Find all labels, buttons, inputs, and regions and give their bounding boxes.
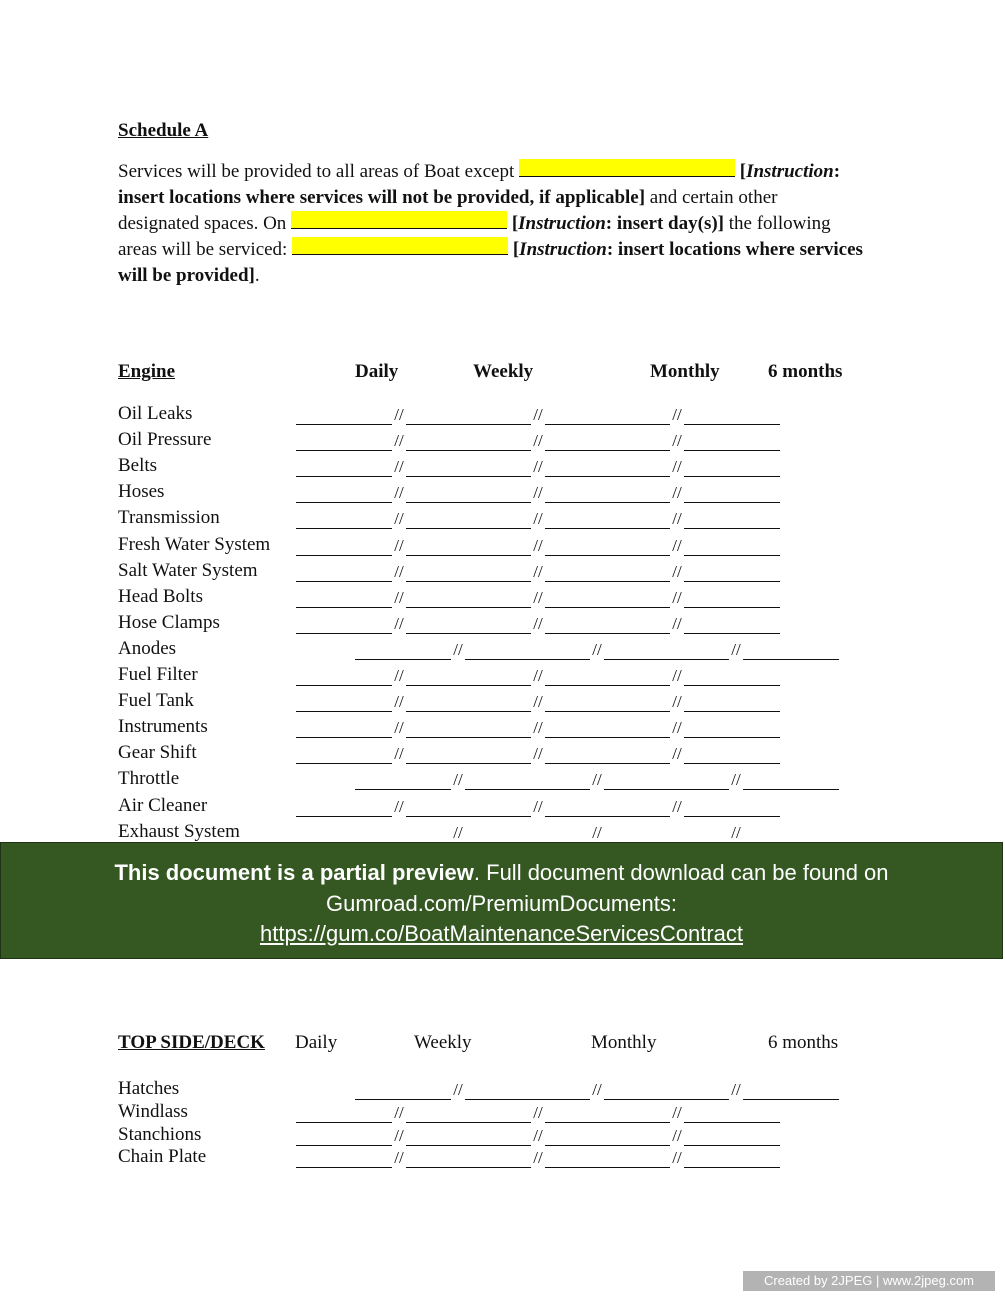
checklist-row-blanks (296, 536, 780, 556)
instruction-text: : insert locations where services (606, 239, 863, 260)
separator: // (394, 1125, 404, 1145)
para-text: and certain other (645, 187, 778, 208)
blank-6months[interactable] (684, 538, 780, 556)
checklist-row-blanks (296, 588, 780, 608)
banner-text: . Full document download can be found on (473, 860, 889, 885)
checklist-item-label: Hatches (118, 1078, 180, 1099)
separator: // (672, 744, 682, 764)
separator: // (533, 718, 543, 738)
engine-heading: Engine (118, 361, 176, 382)
instruction-text: : insert day(s)] (605, 213, 724, 234)
separator: // (731, 770, 741, 790)
separator: // (533, 457, 543, 477)
blank-daily[interactable] (296, 746, 392, 764)
separator: // (394, 796, 404, 816)
checklist-item-label: Fuel Filter (118, 664, 198, 685)
blank-6months[interactable] (684, 799, 780, 817)
separator: // (592, 639, 602, 659)
blank-weekly[interactable] (406, 538, 531, 556)
separator: // (672, 1148, 682, 1168)
blank-daily[interactable] (296, 720, 392, 738)
checklist-row-blanks (296, 718, 780, 738)
blank-monthly[interactable] (604, 772, 729, 790)
blank-daily[interactable] (355, 642, 451, 660)
para-text: . (254, 265, 260, 286)
checklist-item-label: Stanchions (118, 1123, 202, 1145)
separator: // (394, 561, 404, 581)
schedule-title: Schedule A (118, 120, 209, 141)
checklist-row-blanks (296, 405, 780, 425)
checklist-item-label: Oil Leaks (118, 403, 193, 424)
blank-weekly[interactable] (406, 1105, 531, 1123)
checklist-item-label: Fresh Water System (118, 533, 271, 555)
blank-weekly[interactable] (406, 720, 531, 738)
para-text: areas will be serviced: (118, 239, 293, 260)
deck-col-daily: Daily (295, 1032, 338, 1053)
separator: // (394, 457, 404, 477)
checklist-item-label: Chain Plate (118, 1146, 207, 1168)
checklist-item-label: Throttle (118, 768, 180, 790)
blank-monthly[interactable] (604, 825, 729, 843)
checklist-item-label: Gear Shift (118, 742, 197, 764)
separator: // (533, 796, 543, 816)
blank-weekly[interactable] (406, 1150, 531, 1168)
blank-weekly[interactable] (465, 1082, 590, 1100)
separator: // (533, 431, 543, 451)
blank-6months[interactable] (684, 616, 780, 634)
separator: // (533, 613, 543, 633)
blank-6months[interactable] (684, 590, 780, 608)
checklist-item-label: Exhaust System (118, 820, 240, 842)
separator: // (394, 431, 404, 451)
instruction-label: Instruction (519, 239, 607, 260)
checklist-item-label: Salt Water System (118, 559, 258, 581)
blank-daily[interactable] (296, 1150, 392, 1168)
separator: // (672, 613, 682, 633)
separator: // (533, 509, 543, 529)
para-text: [ (734, 161, 747, 182)
blank-monthly[interactable] (545, 1105, 670, 1123)
checklist-item-label: Oil Pressure (118, 429, 212, 451)
separator: // (533, 1125, 543, 1145)
blank-weekly[interactable] (406, 459, 531, 477)
checklist-row-blanks (296, 1148, 780, 1168)
separator: // (394, 613, 404, 633)
banner-bold-text: This document is a partial preview (114, 860, 474, 885)
para-text: the following (724, 213, 831, 234)
blank-monthly[interactable] (545, 799, 670, 817)
separator: // (533, 1102, 543, 1122)
checklist-row-blanks (296, 457, 780, 477)
checklist-row-blanks (355, 640, 839, 660)
para-text: Services will be provided to all areas of Boat except (118, 161, 519, 182)
checklist-row-blanks (355, 770, 839, 790)
blank-monthly[interactable] (545, 720, 670, 738)
checklist-item-label: Head Bolts (118, 585, 203, 607)
blank-6months[interactable] (684, 433, 780, 451)
separator: // (533, 666, 543, 685)
separator: // (672, 431, 682, 451)
blank-daily[interactable] (296, 1105, 392, 1123)
blank-daily[interactable] (296, 511, 392, 529)
separator: // (394, 509, 404, 529)
checklist-row-blanks (296, 1126, 780, 1146)
separator: // (533, 405, 543, 424)
blank-daily[interactable] (296, 485, 392, 503)
separator: // (394, 587, 404, 607)
blank-weekly[interactable] (406, 746, 531, 764)
separator: // (592, 822, 602, 842)
separator: // (672, 692, 682, 712)
checklist-row-blanks (355, 1080, 839, 1100)
separator: // (672, 587, 682, 607)
separator: // (533, 483, 543, 503)
blank-monthly[interactable] (545, 1150, 670, 1168)
blank-6months[interactable] (684, 1105, 780, 1123)
checklist-item-label: Anodes (118, 637, 177, 659)
blank-monthly[interactable] (545, 407, 670, 425)
blank-6months[interactable] (684, 511, 780, 529)
separator: // (533, 587, 543, 607)
separator: // (533, 744, 543, 764)
banner-download-link[interactable]: https://gum.co/BoatMaintenanceServicesContract (259, 921, 744, 946)
service-locations-blank[interactable] (292, 237, 508, 255)
exception-locations-blank[interactable] (519, 159, 735, 177)
separator: // (672, 718, 682, 738)
checklist-item-label: Windlass (118, 1100, 188, 1122)
blank-6months[interactable] (684, 720, 780, 738)
instruction-text: will be provided] (118, 265, 255, 286)
separator: // (592, 1080, 602, 1099)
checklist-row-blanks (296, 562, 780, 582)
blank-daily[interactable] (296, 694, 392, 712)
blank-daily[interactable] (296, 799, 392, 817)
blank-weekly[interactable] (406, 485, 531, 503)
blank-weekly[interactable] (406, 799, 531, 817)
blank-6months[interactable] (684, 668, 780, 686)
blank-daily[interactable] (296, 538, 392, 556)
checklist-row-blanks (355, 823, 839, 843)
checklist-row-blanks (296, 797, 780, 817)
instruction-label: Instruction (518, 213, 606, 234)
blank-weekly[interactable] (465, 825, 590, 843)
preview-banner (0, 842, 1003, 959)
checklist-row-blanks (296, 509, 780, 529)
engine-col-monthly: Monthly (650, 361, 720, 382)
blank-monthly[interactable] (545, 459, 670, 477)
blank-6months[interactable] (684, 564, 780, 582)
blank-weekly[interactable] (406, 616, 531, 634)
blank-daily[interactable] (296, 564, 392, 582)
blank-monthly[interactable] (545, 1128, 670, 1146)
blank-monthly[interactable] (604, 1082, 729, 1100)
blank-6months[interactable] (743, 825, 839, 843)
blank-monthly[interactable] (545, 564, 670, 582)
separator: // (453, 639, 463, 659)
blank-6months[interactable] (684, 407, 780, 425)
blank-monthly[interactable] (545, 590, 670, 608)
separator: // (394, 405, 404, 424)
engine-col-daily: Daily (355, 361, 399, 382)
blank-daily[interactable] (296, 407, 392, 425)
schedule-paragraph (118, 159, 908, 289)
para-text: : (833, 161, 841, 182)
deck-col-monthly: Monthly (591, 1032, 657, 1053)
checklist-item-label: Hoses (118, 481, 165, 503)
blank-6months[interactable] (743, 772, 839, 790)
deck-heading: TOP SIDE/DECK (118, 1032, 265, 1053)
separator: // (731, 822, 741, 842)
separator: // (394, 483, 404, 503)
separator: // (394, 1102, 404, 1122)
blank-daily[interactable] (296, 616, 392, 634)
separator: // (533, 1148, 543, 1168)
blank-daily[interactable] (296, 433, 392, 451)
separator: // (672, 796, 682, 816)
separator: // (533, 692, 543, 712)
blank-monthly[interactable] (545, 511, 670, 529)
separator: // (672, 457, 682, 477)
blank-daily[interactable] (296, 668, 392, 686)
separator: // (533, 561, 543, 581)
blank-daily[interactable] (355, 772, 451, 790)
checklist-item-label: Belts (118, 455, 158, 477)
blank-daily[interactable] (296, 1128, 392, 1146)
blank-weekly[interactable] (406, 668, 531, 686)
checklist-item-label: Air Cleaner (118, 794, 208, 816)
blank-6months[interactable] (684, 485, 780, 503)
deck-col-weekly: Weekly (414, 1032, 472, 1053)
separator: // (672, 483, 682, 503)
checklist-item-label: Instruments (118, 716, 208, 738)
separator: // (672, 405, 682, 424)
blank-daily[interactable] (355, 825, 451, 843)
blank-monthly[interactable] (604, 642, 729, 660)
checklist-row-blanks (296, 614, 780, 634)
checklist-row-blanks (296, 692, 780, 712)
separator: // (672, 1125, 682, 1145)
engine-col-6months: 6 months (768, 361, 843, 382)
blank-weekly[interactable] (406, 407, 531, 425)
separator: // (394, 666, 404, 685)
separator: // (672, 535, 682, 555)
separator: // (453, 770, 463, 790)
banner-line2: Gumroad.com/PremiumDocuments: (326, 890, 677, 916)
blank-weekly[interactable] (406, 564, 531, 582)
separator: // (672, 561, 682, 581)
blank-monthly[interactable] (545, 433, 670, 451)
blank-monthly[interactable] (545, 538, 670, 556)
blank-monthly[interactable] (545, 668, 670, 686)
blank-monthly[interactable] (545, 485, 670, 503)
separator: // (394, 718, 404, 738)
service-days-blank[interactable] (291, 211, 507, 229)
checklist-row-blanks (296, 666, 780, 686)
separator: // (672, 666, 682, 685)
instruction-text: insert locations where services will not be provided, if applicable] (118, 187, 646, 208)
footer-watermark: Created by 2JPEG | www.2jpeg.com (743, 1271, 995, 1291)
separator: // (394, 535, 404, 555)
blank-6months[interactable] (684, 694, 780, 712)
para-text: designated spaces. On (118, 213, 292, 234)
blank-weekly[interactable] (406, 694, 531, 712)
blank-weekly[interactable] (406, 433, 531, 451)
blank-6months[interactable] (743, 642, 839, 660)
blank-daily[interactable] (296, 590, 392, 608)
separator: // (592, 770, 602, 790)
separator: // (672, 1102, 682, 1122)
para-text: [ (508, 239, 520, 260)
engine-col-weekly: Weekly (473, 361, 534, 382)
checklist-item-label: Fuel Tank (118, 690, 194, 712)
separator: // (394, 1148, 404, 1168)
blank-daily[interactable] (355, 1082, 451, 1100)
separator: // (731, 1080, 741, 1099)
blank-6months[interactable] (684, 746, 780, 764)
blank-weekly[interactable] (406, 511, 531, 529)
checklist-row-blanks (296, 483, 780, 503)
blank-weekly[interactable] (465, 642, 590, 660)
checklist-item-label: Transmission (118, 507, 220, 529)
instruction-label: Instruction (746, 161, 834, 182)
checklist-row-blanks (296, 431, 780, 451)
blank-monthly[interactable] (545, 746, 670, 764)
para-text: [ (507, 213, 519, 234)
deck-col-6months: 6 months (768, 1032, 839, 1053)
blank-monthly[interactable] (545, 616, 670, 634)
blank-weekly[interactable] (406, 1128, 531, 1146)
checklist-row-blanks (296, 744, 780, 764)
checklist-row-blanks (296, 1103, 780, 1123)
separator: // (394, 692, 404, 712)
separator: // (533, 535, 543, 555)
separator: // (672, 509, 682, 529)
blank-monthly[interactable] (545, 694, 670, 712)
blank-6months[interactable] (684, 1150, 780, 1168)
blank-weekly[interactable] (465, 772, 590, 790)
separator: // (453, 822, 463, 842)
blank-weekly[interactable] (406, 590, 531, 608)
blank-6months[interactable] (743, 1082, 839, 1100)
blank-6months[interactable] (684, 1128, 780, 1146)
blank-6months[interactable] (684, 459, 780, 477)
blank-daily[interactable] (296, 459, 392, 477)
separator: // (394, 744, 404, 764)
checklist-item-label: Hose Clamps (118, 611, 220, 633)
separator: // (731, 639, 741, 659)
separator: // (453, 1080, 463, 1099)
